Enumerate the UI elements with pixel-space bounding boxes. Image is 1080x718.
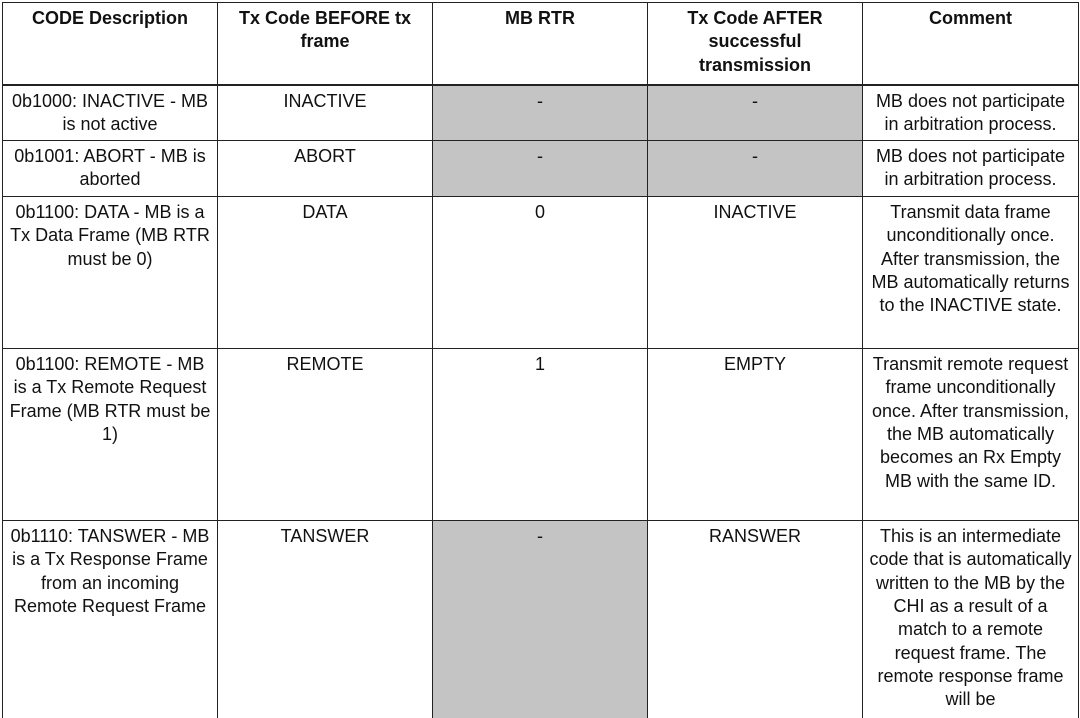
cell-description: 0b1100: REMOTE - MB is a Tx Remote Request Frame (MB RTR must be 1) [3, 349, 218, 521]
cell-after: EMPTY [648, 349, 863, 521]
table-row [3, 85, 1079, 141]
cell-rtr: - [433, 521, 648, 718]
cell-description: 0b1110: TANSWER - MB is a Tx Response Frame from an incoming Remote Request Frame [3, 521, 218, 718]
cell-rtr: - [433, 85, 648, 141]
header-code-description: CODE Description [3, 3, 218, 85]
table-row [3, 141, 1079, 197]
cell-rtr: 0 [433, 197, 648, 349]
header-tx-code-before: Tx Code BEFORE tx frame [218, 3, 433, 85]
header-mb-rtr: MB RTR [433, 3, 648, 85]
cell-description: 0b1000: INACTIVE - MB is not active [3, 85, 218, 141]
header-row [3, 3, 1079, 85]
table-row [3, 197, 1079, 349]
cell-after: RANSWER [648, 521, 863, 718]
cell-comment: Transmit data frame unconditionally once. After transmission, the MB automatically returns to the INACTIVE state. [863, 197, 1079, 349]
cell-comment: MB does not participate in arbitration process. [863, 85, 1079, 141]
header-comment: Comment [863, 3, 1079, 85]
table-row [3, 349, 1079, 521]
cell-before: REMOTE [218, 349, 433, 521]
cell-description: 0b1100: DATA - MB is a Tx Data Frame (MB RTR must be 0) [3, 197, 218, 349]
cell-before: DATA [218, 197, 433, 349]
cell-rtr: 1 [433, 349, 648, 521]
table-header [3, 3, 1079, 85]
cell-comment: This is an intermediate code that is automatically written to the MB by the CHI as a result of a match to a remote request frame. The remote response frame will be [863, 521, 1079, 718]
cell-description: 0b1001: ABORT - MB is aborted [3, 141, 218, 197]
cell-after: - [648, 141, 863, 197]
cell-rtr: - [433, 141, 648, 197]
cell-after: INACTIVE [648, 197, 863, 349]
cell-after: - [648, 85, 863, 141]
header-tx-code-after: Tx Code AFTER successful transmission [648, 3, 863, 85]
cell-before: TANSWER [218, 521, 433, 718]
table-body [3, 85, 1079, 718]
cell-before: INACTIVE [218, 85, 433, 141]
cell-comment: Transmit remote request frame unconditionally once. After transmission, the MB automatically becomes an Rx Empty MB with the same ID. [863, 349, 1079, 521]
table-row [3, 521, 1079, 718]
cell-comment: MB does not participate in arbitration process. [863, 141, 1079, 197]
cell-before: ABORT [218, 141, 433, 197]
tx-code-table [2, 2, 1079, 718]
